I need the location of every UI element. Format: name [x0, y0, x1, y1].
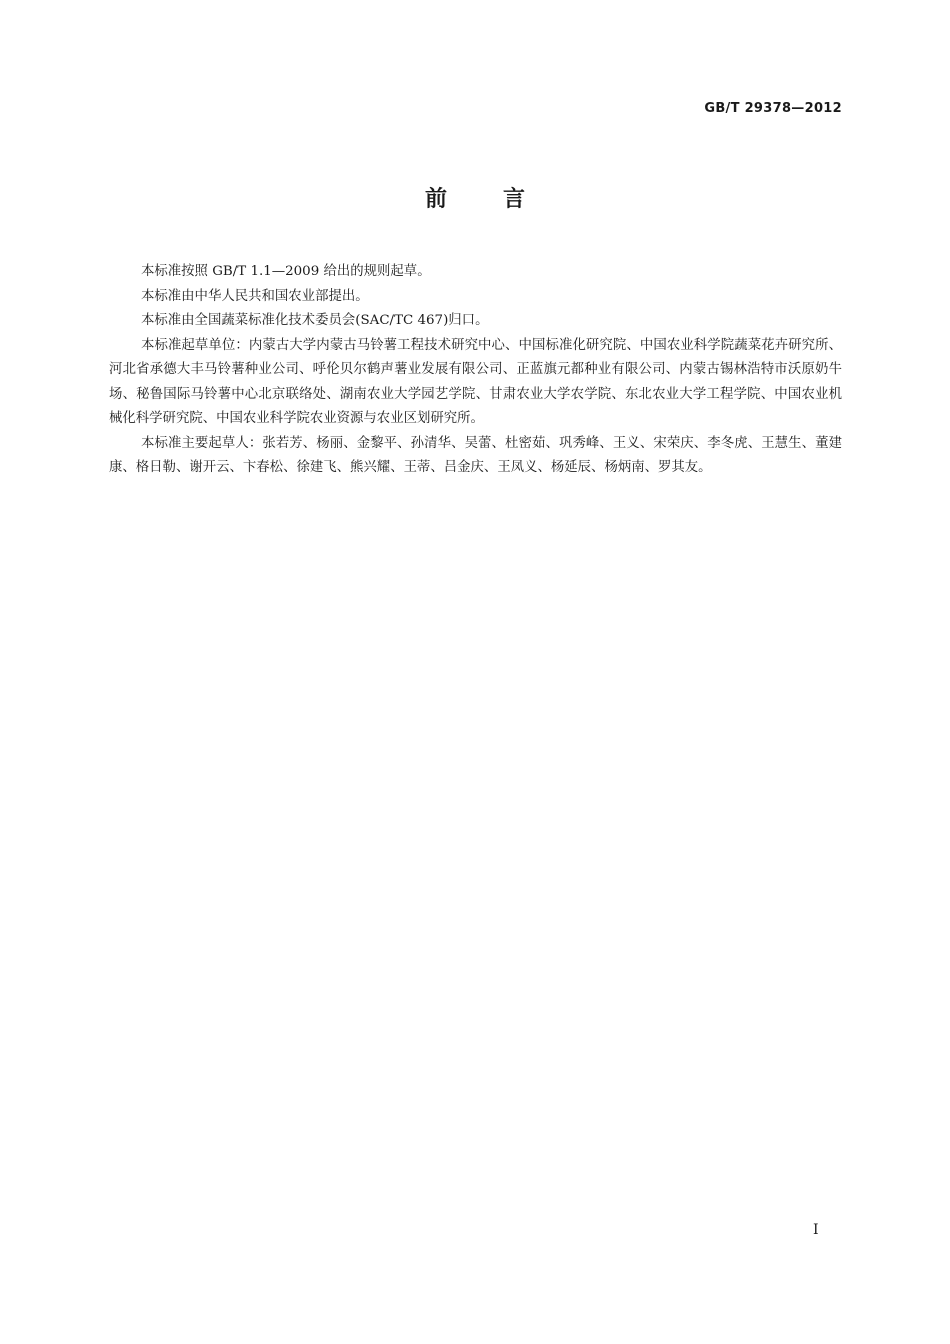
standard-code: GB/T 29378—2012: [704, 101, 842, 116]
paragraph-technical-committee: 本标准由全国蔬菜标准化技术委员会(SAC/TC 467)归口。: [141, 313, 489, 328]
page-number: I: [813, 1222, 819, 1238]
paragraph-drafting-units: 本标准起草单位：内蒙古大学内蒙古马铃薯工程技术研究中心、中国标准化研究院、中国农业科学院蔬菜花卉研究所、河北省承德大丰马铃薯种业公司、呼伦贝尔鹤声薯业发展有限公司、正蓝旗元都种业有限公司、内蒙古锡林浩特市沃原奶牛场、秘鲁国际马铃薯中心北京联络处、湖南农业大学园艺学院、甘肃农业大学农学院、东北农业大学工程学院、中国农业机械化科学研究院、中国农业科学院农业资源与农业区划研究所。: [109, 337, 842, 426]
paragraph-proposer: 本标准由中华人民共和国农业部提出。: [141, 288, 369, 304]
document-body: [109, 260, 842, 481]
paragraph-main-drafters: 本标准主要起草人：张若芳、杨丽、金黎平、孙清华、吴蕾、杜密茹、巩秀峰、王义、宋荣庆、李冬虎、王慧生、董建康、格日勒、谢开云、卞春松、徐建飞、熊兴耀、王蒂、吕金庆、王凤义、杨延辰、杨炳南、罗其友。: [109, 435, 842, 475]
paragraph-drafting-rules: 本标准按照 GB/T 1.1—2009 给出的规则起草。: [141, 264, 431, 279]
page-title: 前言: [424, 187, 581, 212]
